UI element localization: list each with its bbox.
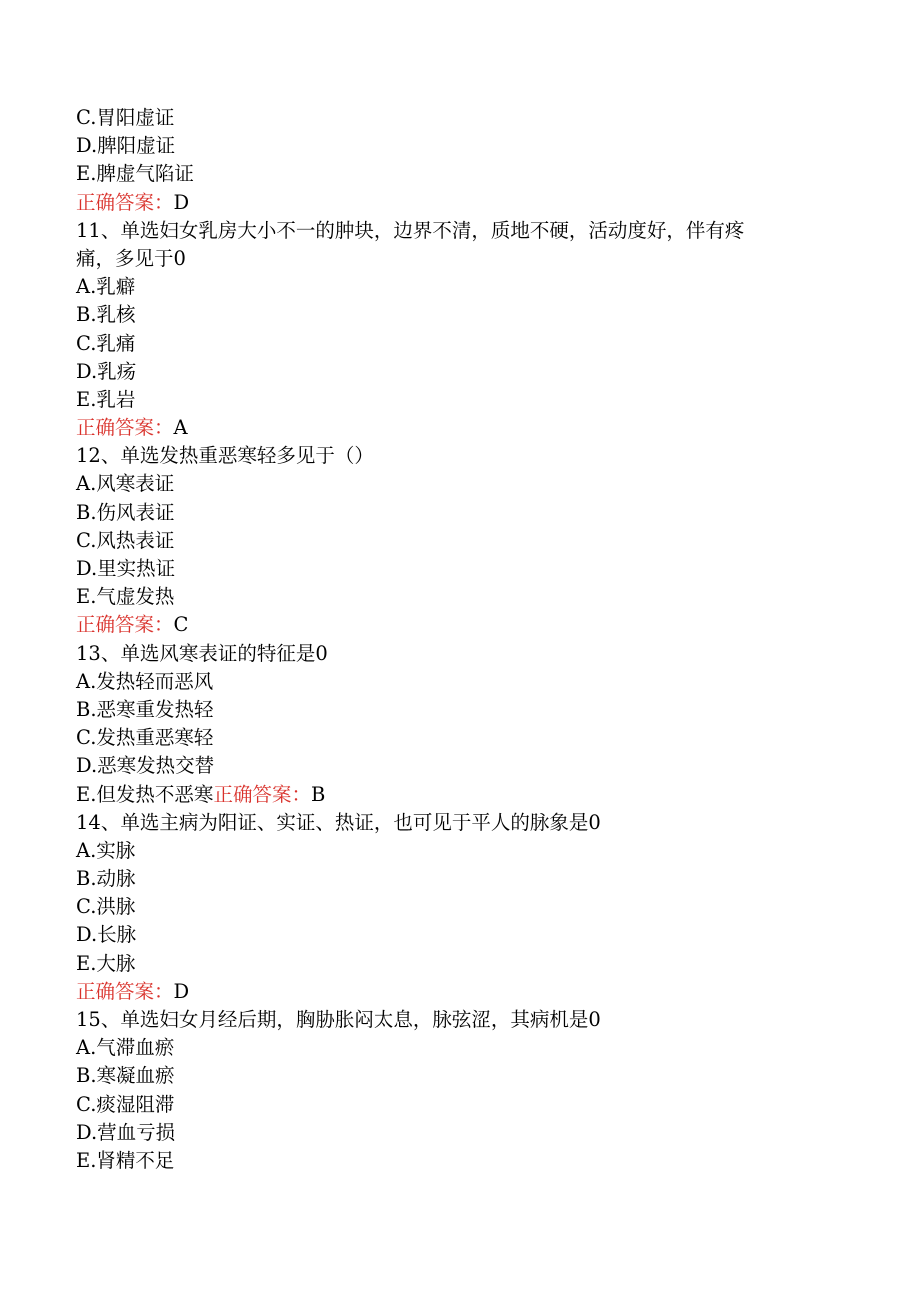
option-e: E.气虚发热: [76, 585, 175, 609]
option-e: E.肾精不足: [76, 1148, 175, 1172]
question-title: 14、单选主病为阳证、实证、热证，也可见于平人的脉象是0: [76, 810, 601, 834]
question-title: 13、单选风寒表证的特征是0: [76, 641, 328, 665]
option-d: D.长脉: [76, 923, 137, 947]
option-a: A.气滞血瘀: [76, 1036, 175, 1060]
option-c: C.发热重恶寒轻: [76, 726, 214, 750]
option-e: E.但发热不恶寒: [76, 782, 214, 806]
option-c: C.胃阳虚证: [76, 106, 175, 129]
answer-value: D: [173, 190, 190, 214]
option-b: B.动脉: [76, 867, 136, 891]
question-title: 12、单选发热重恶寒轻多见于（）: [76, 444, 374, 468]
answer-label: 正确答案：: [76, 416, 174, 440]
question-title-continued: 痛，多见于0: [76, 246, 186, 270]
option-e: E.脾虚气陷证: [76, 162, 194, 186]
option-b: B.寒凝血瘀: [76, 1064, 175, 1088]
question-15: [76, 1006, 836, 1175]
option-c: C.风热表证: [76, 528, 175, 552]
answer-value: C: [173, 613, 189, 637]
option-d: D.里实热证: [76, 557, 176, 580]
answer-value: D: [173, 979, 190, 1003]
option-a: A.发热轻而恶风: [76, 669, 214, 693]
answer-value: A: [173, 416, 188, 440]
option-d: D.营血亏损: [76, 1120, 176, 1144]
answer-label: 正确答案：: [76, 979, 174, 1003]
question-title: 11、单选妇女乳房大小不一的肿块，边界不清，质地不硬，活动度好，伴有疼: [76, 218, 745, 242]
option-a: A.乳癖: [76, 275, 136, 299]
option-c: C.洪脉: [76, 895, 136, 919]
option-d: D.乳疡: [76, 359, 137, 383]
answer-line: [76, 978, 836, 1006]
answer-value: B: [310, 782, 326, 806]
option-c: C.痰湿阻滞: [76, 1092, 175, 1116]
option-a: A.风寒表证: [76, 472, 175, 496]
option-a: A.实脉: [76, 838, 136, 862]
option-b: B.恶寒重发热轻: [76, 697, 214, 721]
answer-label: 正确答案：: [213, 782, 311, 806]
option-e: E.乳岩: [76, 387, 136, 411]
option-e: E.大脉: [76, 951, 136, 975]
prev-question: [76, 104, 836, 217]
question-title: 15、单选妇女月经后期，胸胁胀闷太息，脉弦涩，其病机是0: [76, 1008, 601, 1031]
answer-line: [76, 611, 836, 639]
answer-line: [76, 189, 836, 217]
question-13: [76, 640, 836, 809]
option-e-with-answer: [76, 781, 836, 809]
option-b: B.乳核: [76, 303, 136, 327]
option-c: C.乳痛: [76, 331, 136, 355]
option-d: D.恶寒发热交替: [76, 754, 215, 778]
question-11: [76, 217, 836, 443]
answer-label: 正确答案：: [76, 613, 174, 637]
question-14: [76, 809, 836, 1006]
document-page: [76, 104, 836, 1175]
question-12: [76, 442, 836, 639]
option-b: B.伤风表证: [76, 500, 175, 524]
answer-label: 正确答案：: [76, 190, 174, 214]
option-d: D.脾阳虚证: [76, 134, 176, 158]
answer-line: [76, 414, 836, 442]
